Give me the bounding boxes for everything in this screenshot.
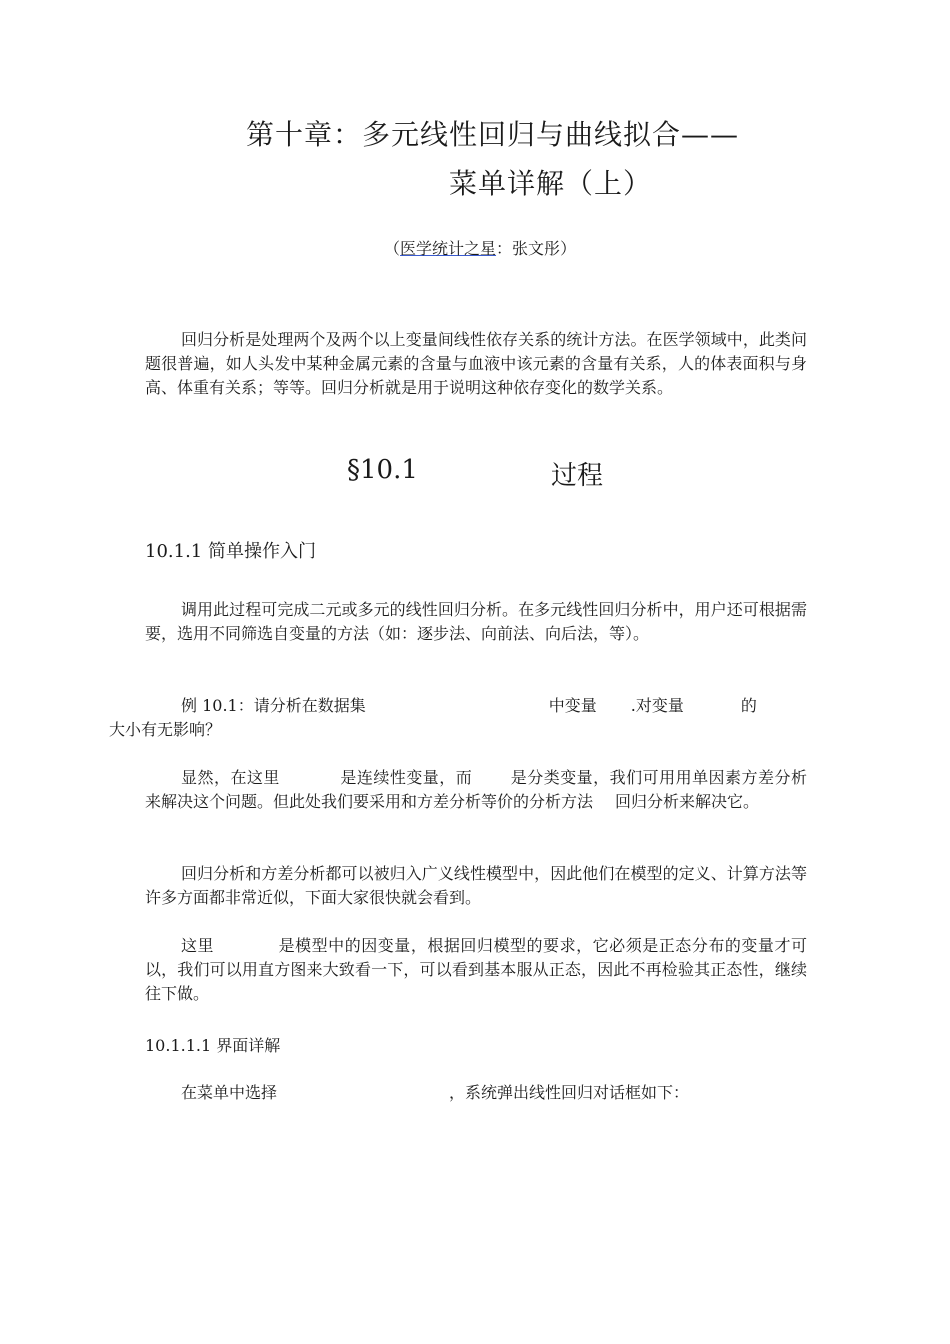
- explanation-part3: 是分类变量，我们可用用单因素方差分析来解决这个问题。但此处我们要采用和方差分析等价的分析方法: [145, 768, 807, 811]
- byline-sep: ：: [496, 239, 513, 258]
- example-part3: .对变量: [630, 696, 684, 715]
- glm-paragraph: 回归分析和方差分析都可以被归入广义线性模型中，因此他们在模型的定义、计算方法等许多方面都非常近似，下面大家很快就会看到。: [145, 864, 807, 907]
- subsection-heading: 10.1.1 简单操作入门: [145, 541, 316, 562]
- dependent-variable-paragraph: [145, 934, 807, 1006]
- example-line2: 大小有无影响？: [109, 720, 222, 739]
- dv-part2: 是模型中的因变量，根据回归模型的要求，它必须是正态分布的变量才可以，我们可以用直方图来大致看一下，可以看到基本服从正态，因此不再检验其正态性，继续往下做。: [145, 936, 807, 1003]
- chapter-title-line2: 菜单详解（上）: [449, 167, 653, 200]
- subsubsection-heading: 10.1.1.1 界面详解: [145, 1036, 281, 1055]
- explanation-part2: 是连续性变量，而: [339, 768, 473, 787]
- byline-close: ）: [560, 239, 577, 258]
- example-part2: 中变量: [548, 696, 597, 715]
- example-part1: 例 10.1：请分析在数据集: [181, 696, 366, 715]
- dv-part1: 这里: [181, 936, 215, 955]
- menu-selection-paragraph: [145, 1081, 807, 1105]
- byline-author: 张文彤: [512, 239, 561, 258]
- explanation-paragraph: [145, 766, 807, 814]
- intro-paragraph: 回归分析是处理两个及两个以上变量间线性依存关系的统计方法。在医学领域中，此类问题很普遍，如人头发中某种金属元素的含量与血液中该元素的含量有关系，人的体表面积与身高、体重有关系；等等。回归分析就是用于说明这种依存变化的数学关系。: [145, 330, 807, 397]
- intro-procedure-paragraph: 调用此过程可完成二元或多元的线性回归分析。在多元线性回归分析中，用户还可根据需要，选用不同筛选自变量的方法（如：逐步法、向前法、向后法，等）。: [145, 600, 807, 643]
- explanation-part1: 显然，在这里: [181, 768, 280, 787]
- byline-link[interactable]: 医学统计之星: [400, 239, 497, 258]
- menu-part2: ，系统弹出线性回归对话框如下：: [449, 1083, 690, 1102]
- section-title: 过程: [551, 461, 604, 491]
- example-part4: 的: [740, 696, 757, 715]
- byline: [384, 236, 576, 259]
- byline-open: （: [384, 239, 401, 258]
- chapter-title-line1: 第十章：多元线性回归与曲线拟合——: [246, 118, 740, 151]
- explanation-part4: 回归分析来解决它。: [615, 792, 760, 811]
- menu-part1: 在菜单中选择: [181, 1083, 278, 1102]
- section-number: §10.1: [347, 455, 418, 485]
- example-paragraph: [109, 694, 807, 742]
